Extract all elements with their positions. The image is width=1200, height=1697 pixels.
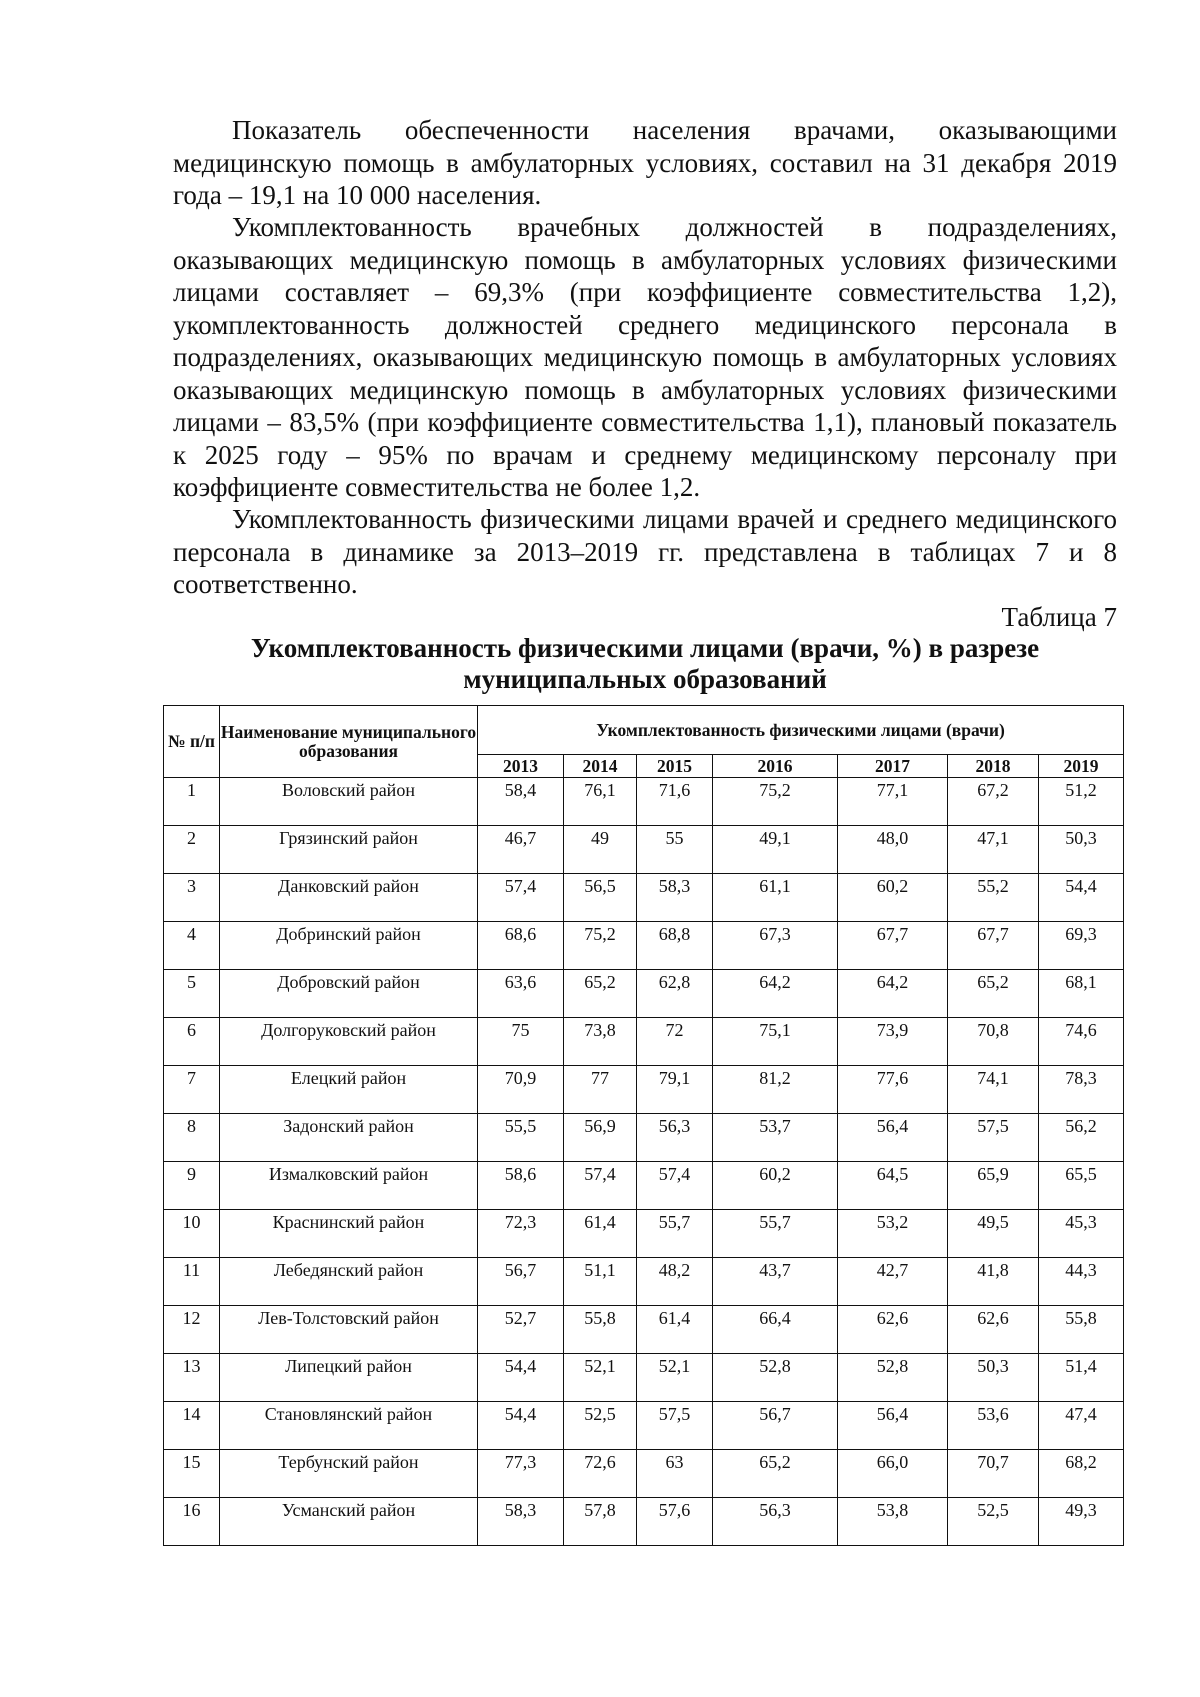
table-row — [164, 970, 1124, 1018]
row-number: 9 — [164, 1162, 220, 1210]
staffing-value: 64,5 — [838, 1162, 948, 1210]
staffing-value: 58,3 — [478, 1498, 564, 1546]
district-name: Лев-Толстовский район — [220, 1306, 478, 1354]
district-name: Грязинский район — [220, 826, 478, 874]
row-number: 16 — [164, 1498, 220, 1546]
row-number: 7 — [164, 1066, 220, 1114]
row-number: 5 — [164, 970, 220, 1018]
staffing-value: 52,1 — [564, 1354, 637, 1402]
staffing-value: 77 — [564, 1066, 637, 1114]
table-row — [164, 1402, 1124, 1450]
staffing-value: 68,6 — [478, 922, 564, 970]
staffing-value: 42,7 — [838, 1258, 948, 1306]
staffing-value: 56,7 — [713, 1402, 838, 1450]
staffing-value: 55,7 — [713, 1210, 838, 1258]
staffing-table — [163, 705, 1124, 1546]
staffing-value: 57,5 — [948, 1114, 1039, 1162]
district-name: Липецкий район — [220, 1354, 478, 1402]
staffing-value: 41,8 — [948, 1258, 1039, 1306]
table-row — [164, 1354, 1124, 1402]
staffing-value: 79,1 — [637, 1066, 713, 1114]
staffing-value: 57,5 — [637, 1402, 713, 1450]
staffing-value: 68,2 — [1039, 1450, 1124, 1498]
staffing-value: 58,4 — [478, 778, 564, 826]
header-year: 2017 — [838, 755, 948, 778]
header-group: Укомплектованность физическими лицами (врачи) — [478, 706, 1124, 755]
staffing-value: 61,4 — [564, 1210, 637, 1258]
staffing-value: 48,0 — [838, 826, 948, 874]
staffing-value: 70,7 — [948, 1450, 1039, 1498]
table-title: Укомплектованность физическими лицами (врачи, %) в разрезе муниципальных образований — [250, 633, 1040, 694]
row-number: 3 — [164, 874, 220, 922]
staffing-value: 53,8 — [838, 1498, 948, 1546]
staffing-value: 55,8 — [564, 1306, 637, 1354]
staffing-value: 52,1 — [637, 1354, 713, 1402]
staffing-value: 47,1 — [948, 826, 1039, 874]
staffing-value: 55,2 — [948, 874, 1039, 922]
district-name: Добровский район — [220, 970, 478, 1018]
staffing-value: 60,2 — [713, 1162, 838, 1210]
district-name: Добринский район — [220, 922, 478, 970]
staffing-value: 56,3 — [713, 1498, 838, 1546]
row-number: 4 — [164, 922, 220, 970]
table-row — [164, 778, 1124, 826]
staffing-value: 75 — [478, 1018, 564, 1066]
staffing-value: 49,3 — [1039, 1498, 1124, 1546]
row-number: 10 — [164, 1210, 220, 1258]
table-row — [164, 922, 1124, 970]
staffing-value: 65,2 — [564, 970, 637, 1018]
staffing-value: 47,4 — [1039, 1402, 1124, 1450]
staffing-value: 57,4 — [637, 1162, 713, 1210]
table-row — [164, 826, 1124, 874]
table-row — [164, 1450, 1124, 1498]
staffing-value: 66,0 — [838, 1450, 948, 1498]
staffing-value: 69,3 — [1039, 922, 1124, 970]
staffing-value: 46,7 — [478, 826, 564, 874]
staffing-value: 52,5 — [564, 1402, 637, 1450]
staffing-value: 51,1 — [564, 1258, 637, 1306]
district-name: Краснинский район — [220, 1210, 478, 1258]
table-row — [164, 1498, 1124, 1546]
district-name: Долгоруковский район — [220, 1018, 478, 1066]
staffing-value: 49,1 — [713, 826, 838, 874]
staffing-value: 66,4 — [713, 1306, 838, 1354]
table-row — [164, 1018, 1124, 1066]
header-year: 2015 — [637, 755, 713, 778]
table-row — [164, 874, 1124, 922]
staffing-value: 62,6 — [948, 1306, 1039, 1354]
staffing-value: 56,4 — [838, 1402, 948, 1450]
staffing-value: 52,8 — [838, 1354, 948, 1402]
staffing-value: 61,1 — [713, 874, 838, 922]
staffing-value: 67,7 — [838, 922, 948, 970]
staffing-value: 49,5 — [948, 1210, 1039, 1258]
table-row — [164, 1114, 1124, 1162]
staffing-value: 62,8 — [637, 970, 713, 1018]
staffing-value: 51,4 — [1039, 1354, 1124, 1402]
staffing-value: 77,1 — [838, 778, 948, 826]
staffing-value: 50,3 — [948, 1354, 1039, 1402]
row-number: 11 — [164, 1258, 220, 1306]
staffing-value: 60,2 — [838, 874, 948, 922]
header-year: 2013 — [478, 755, 564, 778]
staffing-value: 65,9 — [948, 1162, 1039, 1210]
staffing-value: 54,4 — [1039, 874, 1124, 922]
district-name: Задонский район — [220, 1114, 478, 1162]
staffing-value: 75,1 — [713, 1018, 838, 1066]
row-number: 15 — [164, 1450, 220, 1498]
staffing-value: 74,6 — [1039, 1018, 1124, 1066]
staffing-value: 63 — [637, 1450, 713, 1498]
staffing-value: 45,3 — [1039, 1210, 1124, 1258]
table-caption: Таблица 7 — [1001, 602, 1117, 632]
staffing-value: 49 — [564, 826, 637, 874]
staffing-value: 52,7 — [478, 1306, 564, 1354]
staffing-value: 57,6 — [637, 1498, 713, 1546]
staffing-value: 64,2 — [713, 970, 838, 1018]
row-number: 12 — [164, 1306, 220, 1354]
staffing-value: 57,4 — [478, 874, 564, 922]
row-number: 6 — [164, 1018, 220, 1066]
staffing-value: 67,2 — [948, 778, 1039, 826]
staffing-value: 76,1 — [564, 778, 637, 826]
staffing-value: 71,6 — [637, 778, 713, 826]
header-num: № п/п — [164, 706, 220, 778]
staffing-value: 54,4 — [478, 1354, 564, 1402]
staffing-value: 44,3 — [1039, 1258, 1124, 1306]
staffing-value: 53,2 — [838, 1210, 948, 1258]
staffing-value: 57,8 — [564, 1498, 637, 1546]
staffing-value: 67,7 — [948, 922, 1039, 970]
header-year: 2018 — [948, 755, 1039, 778]
staffing-value: 56,3 — [637, 1114, 713, 1162]
staffing-value: 72,3 — [478, 1210, 564, 1258]
staffing-value: 51,2 — [1039, 778, 1124, 826]
header-year: 2014 — [564, 755, 637, 778]
staffing-value: 65,2 — [713, 1450, 838, 1498]
staffing-value: 56,7 — [478, 1258, 564, 1306]
staffing-value: 74,1 — [948, 1066, 1039, 1114]
row-number: 13 — [164, 1354, 220, 1402]
staffing-value: 54,4 — [478, 1402, 564, 1450]
staffing-value: 67,3 — [713, 922, 838, 970]
staffing-value: 65,5 — [1039, 1162, 1124, 1210]
staffing-value: 53,6 — [948, 1402, 1039, 1450]
row-number: 2 — [164, 826, 220, 874]
header-name: Наименование муниципального образования — [220, 706, 478, 778]
staffing-value: 50,3 — [1039, 826, 1124, 874]
table-row — [164, 1306, 1124, 1354]
staffing-value: 56,4 — [838, 1114, 948, 1162]
staffing-value: 73,9 — [838, 1018, 948, 1066]
district-name: Усманский район — [220, 1498, 478, 1546]
staffing-value: 70,9 — [478, 1066, 564, 1114]
staffing-value: 55,7 — [637, 1210, 713, 1258]
staffing-value: 52,8 — [713, 1354, 838, 1402]
staffing-value: 75,2 — [564, 922, 637, 970]
staffing-value: 72 — [637, 1018, 713, 1066]
table-row — [164, 1258, 1124, 1306]
staffing-value: 56,9 — [564, 1114, 637, 1162]
row-number: 14 — [164, 1402, 220, 1450]
staffing-value: 75,2 — [713, 778, 838, 826]
staffing-value: 55,5 — [478, 1114, 564, 1162]
header-year: 2016 — [713, 755, 838, 778]
staffing-value: 56,5 — [564, 874, 637, 922]
staffing-value: 81,2 — [713, 1066, 838, 1114]
staffing-value: 48,2 — [637, 1258, 713, 1306]
paragraph-2: Укомплектованность врачебных должностей в подразделениях, оказывающих медицинскую помощь в амбулаторных условиях физическими лицами составляет – 69,3% (при коэффициенте совместительства 1,2), укомплектованность должностей среднего медицинского персонала в подразделениях, оказывающих медицинскую помощь в амбулаторных условиях оказывающих медицинскую помощь в амбулаторных условиях физическими лицами – 83,5% (при коэффициенте совместительства 1,1), плановый показатель к 2025 году – 95% по врачам и среднему медицинскому персоналу при коэффициенте совместительства не более 1,2. — [173, 212, 1117, 502]
staffing-value: 62,6 — [838, 1306, 948, 1354]
district-name: Измалковский район — [220, 1162, 478, 1210]
table-row — [164, 1066, 1124, 1114]
staffing-value: 57,4 — [564, 1162, 637, 1210]
paragraph-1: Показатель обеспеченности населения врачами, оказывающими медицинскую помощь в амбулаторных условиях, составил на 31 декабря 2019 года – 19,1 на 10 000 населения. — [173, 115, 1117, 210]
district-name: Тербунский район — [220, 1450, 478, 1498]
staffing-value: 73,8 — [564, 1018, 637, 1066]
staffing-value: 77,6 — [838, 1066, 948, 1114]
district-name: Данковский район — [220, 874, 478, 922]
staffing-value: 70,8 — [948, 1018, 1039, 1066]
staffing-value: 61,4 — [637, 1306, 713, 1354]
staffing-value: 55 — [637, 826, 713, 874]
table-row — [164, 1210, 1124, 1258]
staffing-value: 68,8 — [637, 922, 713, 970]
district-name: Лебедянский район — [220, 1258, 478, 1306]
staffing-value: 72,6 — [564, 1450, 637, 1498]
row-number: 1 — [164, 778, 220, 826]
staffing-value: 63,6 — [478, 970, 564, 1018]
staffing-value: 56,2 — [1039, 1114, 1124, 1162]
staffing-value: 77,3 — [478, 1450, 564, 1498]
staffing-value: 43,7 — [713, 1258, 838, 1306]
table-row — [164, 1162, 1124, 1210]
staffing-value: 52,5 — [948, 1498, 1039, 1546]
district-name: Елецкий район — [220, 1066, 478, 1114]
district-name: Становлянский район — [220, 1402, 478, 1450]
staffing-value: 64,2 — [838, 970, 948, 1018]
row-number: 8 — [164, 1114, 220, 1162]
staffing-value: 65,2 — [948, 970, 1039, 1018]
staffing-value: 58,3 — [637, 874, 713, 922]
staffing-value: 53,7 — [713, 1114, 838, 1162]
district-name: Воловский район — [220, 778, 478, 826]
staffing-value: 68,1 — [1039, 970, 1124, 1018]
staffing-value: 78,3 — [1039, 1066, 1124, 1114]
header-year: 2019 — [1039, 755, 1124, 778]
staffing-value: 58,6 — [478, 1162, 564, 1210]
staffing-value: 55,8 — [1039, 1306, 1124, 1354]
paragraph-3: Укомплектованность физическими лицами врачей и среднего медицинского персонала в динамике за 2013–2019 гг. представлена в таблицах 7 и 8 соответственно. — [173, 504, 1117, 599]
